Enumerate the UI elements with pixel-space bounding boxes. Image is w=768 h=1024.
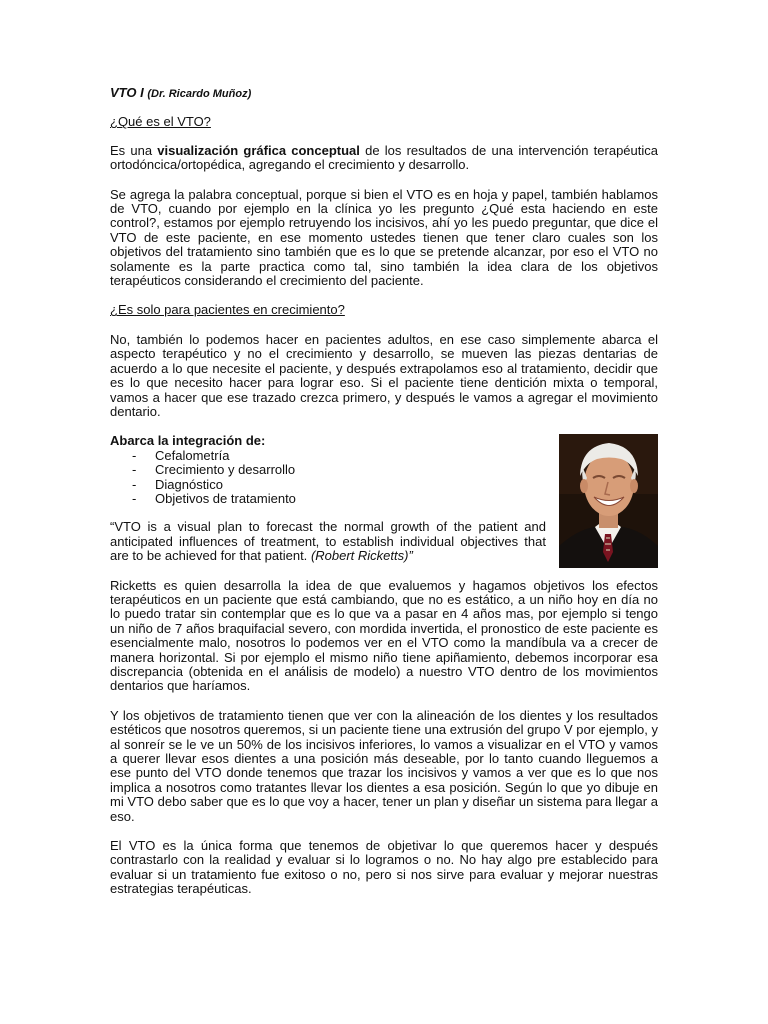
- list-item: - Cefalometría: [132, 447, 230, 463]
- integration-block: [110, 434, 658, 563]
- title-author: (Dr. Ricardo Muñoz): [147, 88, 252, 100]
- paragraph-definition: [110, 144, 658, 173]
- question-growth-patients: ¿Es solo para pacientes en crecimiento?: [110, 302, 345, 318]
- ricketts-quote: [110, 520, 546, 563]
- definition-post: de los resultados de una intervención terapéutica ortodóncica/ortopédica, agregando el crecimiento y desarrollo.: [110, 142, 658, 173]
- paragraph-conclusion: El VTO es la única forma que tenemos de objetivar lo que queremos hacer y después contrastarlo con la realidad y evaluar si lo logramos o no. No hay algo pre establecido para evaluar si un tratamiento fue exitoso o no, pero si nos sirve para evaluar y mejorar nuestras estrategias terapéuticas.: [110, 838, 658, 897]
- paragraph-conceptual: Se agrega la palabra conceptual, porque si bien el VTO es en hoja y papel, también hablamos de VTO, cuando por ejemplo en la clínica yo les pregunto ¿Qué esta haciendo en este control?, estamos por ejemplo retruyendo los incisivos, ahí yo les puedo preguntar, que dice el VTO de este paciente, en ese momento ustedes tienen que tener claro cuales son los objetivos del tratamiento sino también que es lo que se pretende alcanzar, por eso el VTO no solamente es la parte practica como tal, sino también la idea clara de los objetivos terapéuticos considerando el crecimiento del paciente.: [110, 186, 658, 289]
- list-item: - Diagnóstico: [132, 476, 223, 492]
- definition-bold: visualización gráfica conceptual: [157, 142, 360, 158]
- quote-text: “VTO is a visual plan to forecast the normal growth of the patient and anticipated influences of treatment, to establish individual objectives that are to be achieved for that patient.: [110, 519, 546, 564]
- definition-pre: Es una: [110, 142, 153, 158]
- question-what-is-vto: ¿Qué es el VTO?: [110, 114, 211, 130]
- document-title: [110, 86, 658, 101]
- list-item: - Objetivos de tratamiento: [132, 490, 296, 506]
- list-item: - Crecimiento y desarrollo: [132, 462, 296, 478]
- portrait-photo: [559, 434, 658, 568]
- paragraph-adults: No, también lo podemos hacer en pacientes adultos, en ese caso simplemente abarca el aspecto terapéutico y no el crecimiento y desarrollo, se mueven las piezas dentarias de acuerdo a lo que necesite el paciente, y después extrapolamos eso al tratamiento, decidir que es lo que necesito hacer para lograr eso. Si el paciente tiene dentición mixta o temporal, vamos a hacer que ese trazado crezca primero, y después le vamos a agregar el movimiento dentario.: [110, 331, 658, 419]
- paragraph-ricketts: Ricketts es quien desarrolla la idea de que evaluemos y hagamos objetivos los efectos terapéuticos en un paciente que está cambiando, que no es estático, a un niño hoy en día no lo puedo tratar sin contemplar que es lo que va a pasar en 4 años mas, por ejemplo si tengo un niño de 7 años braquifacial severo, con mordida invertida, el pronostico de este paciente es esencialmente malo, nosotros lo podemos ver en el VTO como la mandíbula va a crecer de manera horizontal. Si por ejemplo el mismo niño tiene apiñamiento, debemos incorporar esa discrepancia (obtenida en el análisis de modelo) a nuestro VTO dentro de los movimientos dentarios que haríamos.: [110, 577, 658, 694]
- integration-list: [110, 449, 546, 507]
- document-content: [110, 86, 658, 897]
- integration-heading: Abarca la integración de:: [110, 433, 266, 449]
- paragraph-objectives: Y los objetivos de tratamiento tienen que ver con la alineación de los dientes y los resultados estéticos que nosotros queremos, si un paciente tiene una extrusión del grupo V por ejemplo, y al sonreír se le ve un 50% de los incisivos inferiores, lo vamos a visualizar en el VTO y vamos a querer llevar esos dientes a una posición más deseable, por lo tanto cuando lleguemos a ese punto del VTO donde tenemos que trazar los incisivos y vamos a ver que es lo que nos implica a nosotros como tratantes llevar los dientes a esa posición. Según lo que yo dibuje en mi VTO debo saber que es lo que voy a hacer, tener un plan y diseñar un sistema para llegar a eso.: [110, 707, 658, 824]
- portrait-illustration: [559, 434, 658, 568]
- quote-author: (Robert Ricketts)”: [310, 548, 413, 564]
- title-main: VTO I: [110, 85, 144, 100]
